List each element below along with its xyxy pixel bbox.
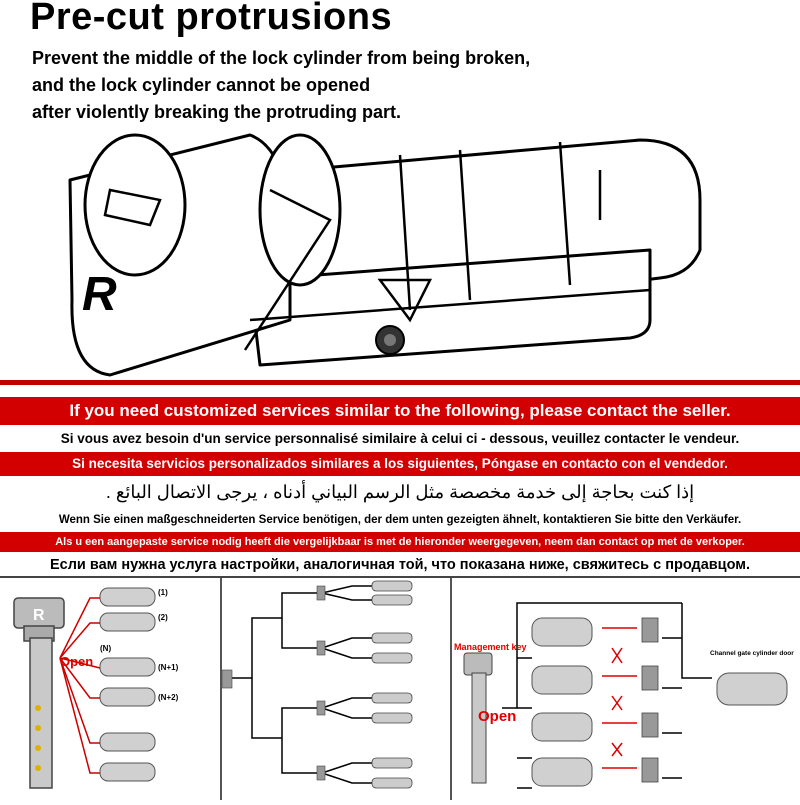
panel-management-key	[452, 578, 800, 800]
notice-russian: Если вам нужна услуга настройки, аналогичная той, что показана ниже, свяжитесь с продавцом.	[0, 553, 800, 577]
diagram-panels	[0, 576, 800, 800]
subtitle-line-1: Prevent the middle of the lock cylinder from being broken,	[32, 48, 531, 68]
lock-cylinder-illustration	[0, 120, 800, 380]
notice-arabic: إذا كنت بحاجة إلى خدمة مخصصة مثل الرسم البياني أدناه ، يرجى الاتصال البائع .	[0, 477, 800, 507]
open-label: Open	[60, 654, 94, 669]
slot-label-1: (1)	[158, 588, 168, 597]
key-logo-mark: R	[33, 607, 45, 624]
key-tree-diagram	[222, 578, 450, 800]
notice-spanish: Si necesita servicios personalizados similares a los siguientes, Póngase en contacto con el vendedor.	[0, 452, 800, 476]
notice-french: Si vous avez besoin d'un service personnalisé similaire à celui ci - dessous, veuillez contacter le vendeur.	[0, 427, 800, 451]
key-cylinder-diagram	[0, 578, 220, 800]
brand-logo-mark: R	[82, 268, 117, 321]
channel-door-label: Channel gate cylinder door	[710, 650, 794, 657]
management-key-label: Management key	[454, 642, 527, 652]
notice-dutch: Als u een aangepaste service nodig heeft die vergelijkbaar is met de hieronder weergegeven, neem dan contact op met de verkoper.	[0, 532, 800, 552]
panel-tree-diagram	[222, 578, 452, 800]
notice-german: Wenn Sie einen maßgeschneiderten Service benötigen, der dem unten gezeigten ähnelt, kontaktieren Sie bitte den Verkäufer.	[0, 509, 800, 531]
page-title: Pre-cut protrusions	[30, 0, 393, 38]
slot-label-n: (N)	[100, 644, 112, 653]
notice-english: If you need customized services similar to the following, please contact the seller.	[0, 397, 800, 425]
multilingual-notice	[0, 380, 800, 575]
management-key-diagram	[452, 578, 800, 800]
open-label-panel3: Open	[478, 708, 517, 725]
slot-label-2: (2)	[158, 613, 168, 622]
slot-label-n-plus-1: (N+1)	[158, 663, 179, 672]
subtitle-line-3: after violently breaking the protruding part.	[32, 102, 402, 122]
panel-key-hierarchy	[0, 578, 222, 800]
subtitle-line-2: and the lock cylinder cannot be opened	[32, 75, 371, 95]
top-section	[0, 0, 800, 380]
slot-label-n-plus-2: (N+2)	[158, 693, 179, 702]
